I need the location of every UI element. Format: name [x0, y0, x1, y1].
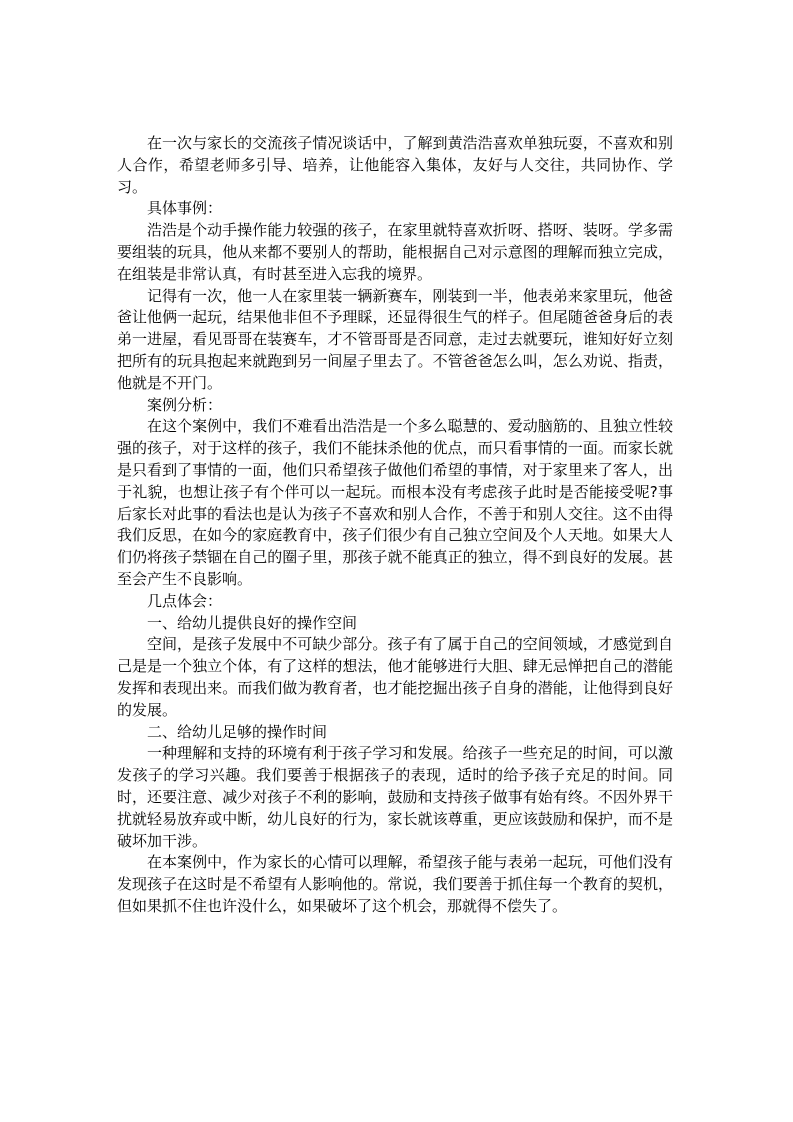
paragraph-operation-time: 一种理解和支持的环境有利于孩子学习和发展。给孩子一些充足的时间，可以激发孩子的学习兴趣。我们要善于根据孩子的表现，适时的给予孩子充足的时间。同时，还要注意、减少对孩子不利的影响，鼓励和支持孩子做事有始有终。不因外界干扰就轻易放弃或中断，幼儿良好的行为，家长就该尊重，更应该鼓励和保护，而不是破坏加干涉。 — [117, 744, 673, 850]
paragraph-case-story: 记得有一次，他一人在家里装一辆新赛车，刚装到一半，他表弟来家里玩，他爸爸让他俩一起玩，结果他非但不予理睬，还显得很生气的样子。但尾随爸爸身后的表弟一进屋，看见哥哥在装赛车，才不管哥哥是否同意，走过去就要玩，谁知好好立刻把所有的玩具抱起来就跑到另一间屋子里去了。不管爸爸怎么叫，怎么劝说、指责，他就是不开门。 — [117, 286, 673, 392]
subheading-operation-time: 二、给幼儿足够的操作时间 — [147, 722, 328, 741]
paragraph-intro: 在一次与家长的交流孩子情况谈话中，了解到黄浩浩喜欢单独玩耍，不喜欢和别人合作，希望老师多引导、培养，让他能容入集体，友好与人交往，共同协作、学习。 — [117, 134, 673, 196]
paragraph-operation-space: 空间，是孩子发展中不可缺少部分。孩子有了属于自己的空间领域，才感觉到自己是是一个独立个体，有了这样的想法，他才能够进行大胆、肆无忌惮把自己的潜能发挥和表现出来。而我们做为教育者，也才能挖掘出孩子自身的潜能，让他得到良好的发展。 — [117, 635, 673, 719]
document-page — [117, 133, 673, 918]
subheading-operation-space: 一、给幼儿提供良好的操作空间 — [147, 613, 358, 632]
heading-specific-case: 具体事例： — [147, 199, 223, 218]
paragraph-conclusion: 在本案例中，作为家长的心情可以理解，希望孩子能与表弟一起玩，可他们没有发现孩子在这时是不希望有人影响他的。常说，我们要善于抓住每一个教育的契机，但如果抓不住也许没什么，如果破坏了这个机会，那就得不偿失了。 — [117, 853, 673, 915]
heading-case-analysis: 案例分析： — [147, 395, 223, 414]
paragraph-case-description: 浩浩是个动手操作能力较强的孩子，在家里就特喜欢折呀、搭呀、装呀。学多需要组装的玩具，他从来都不要别人的帮助，能根据自己对示意图的理解而独立完成，在组装是非常认真，有时甚至进入忘我的境界。 — [117, 221, 673, 283]
heading-reflections: 几点体会： — [147, 591, 223, 610]
paragraph-analysis: 在这个案例中，我们不难看出浩浩是一个多么聪慧的、爱动脑筋的、且独立性较强的孩子，对于这样的孩子，我们不能抹杀他的优点，而只看事情的一面。而家长就是只看到了事情的一面，他们只希望孩子做他们希望的事情，对于家里来了客人，出于礼貌，也想让孩子有个伴可以一起玩。而根本没有考虑孩子此时是否能接受呢?事后家长对此事的看法也是认为孩子不喜欢和别人合作，不善于和别人交往。这不由得我们反思，在如今的家庭教育中，孩子们很少有自己独立空间及个人天地。如果大人们仍将孩子禁锢在自己的圈子里，那孩子就不能真正的独立，得不到良好的发展。甚至会产生不良影响。 — [117, 417, 673, 588]
